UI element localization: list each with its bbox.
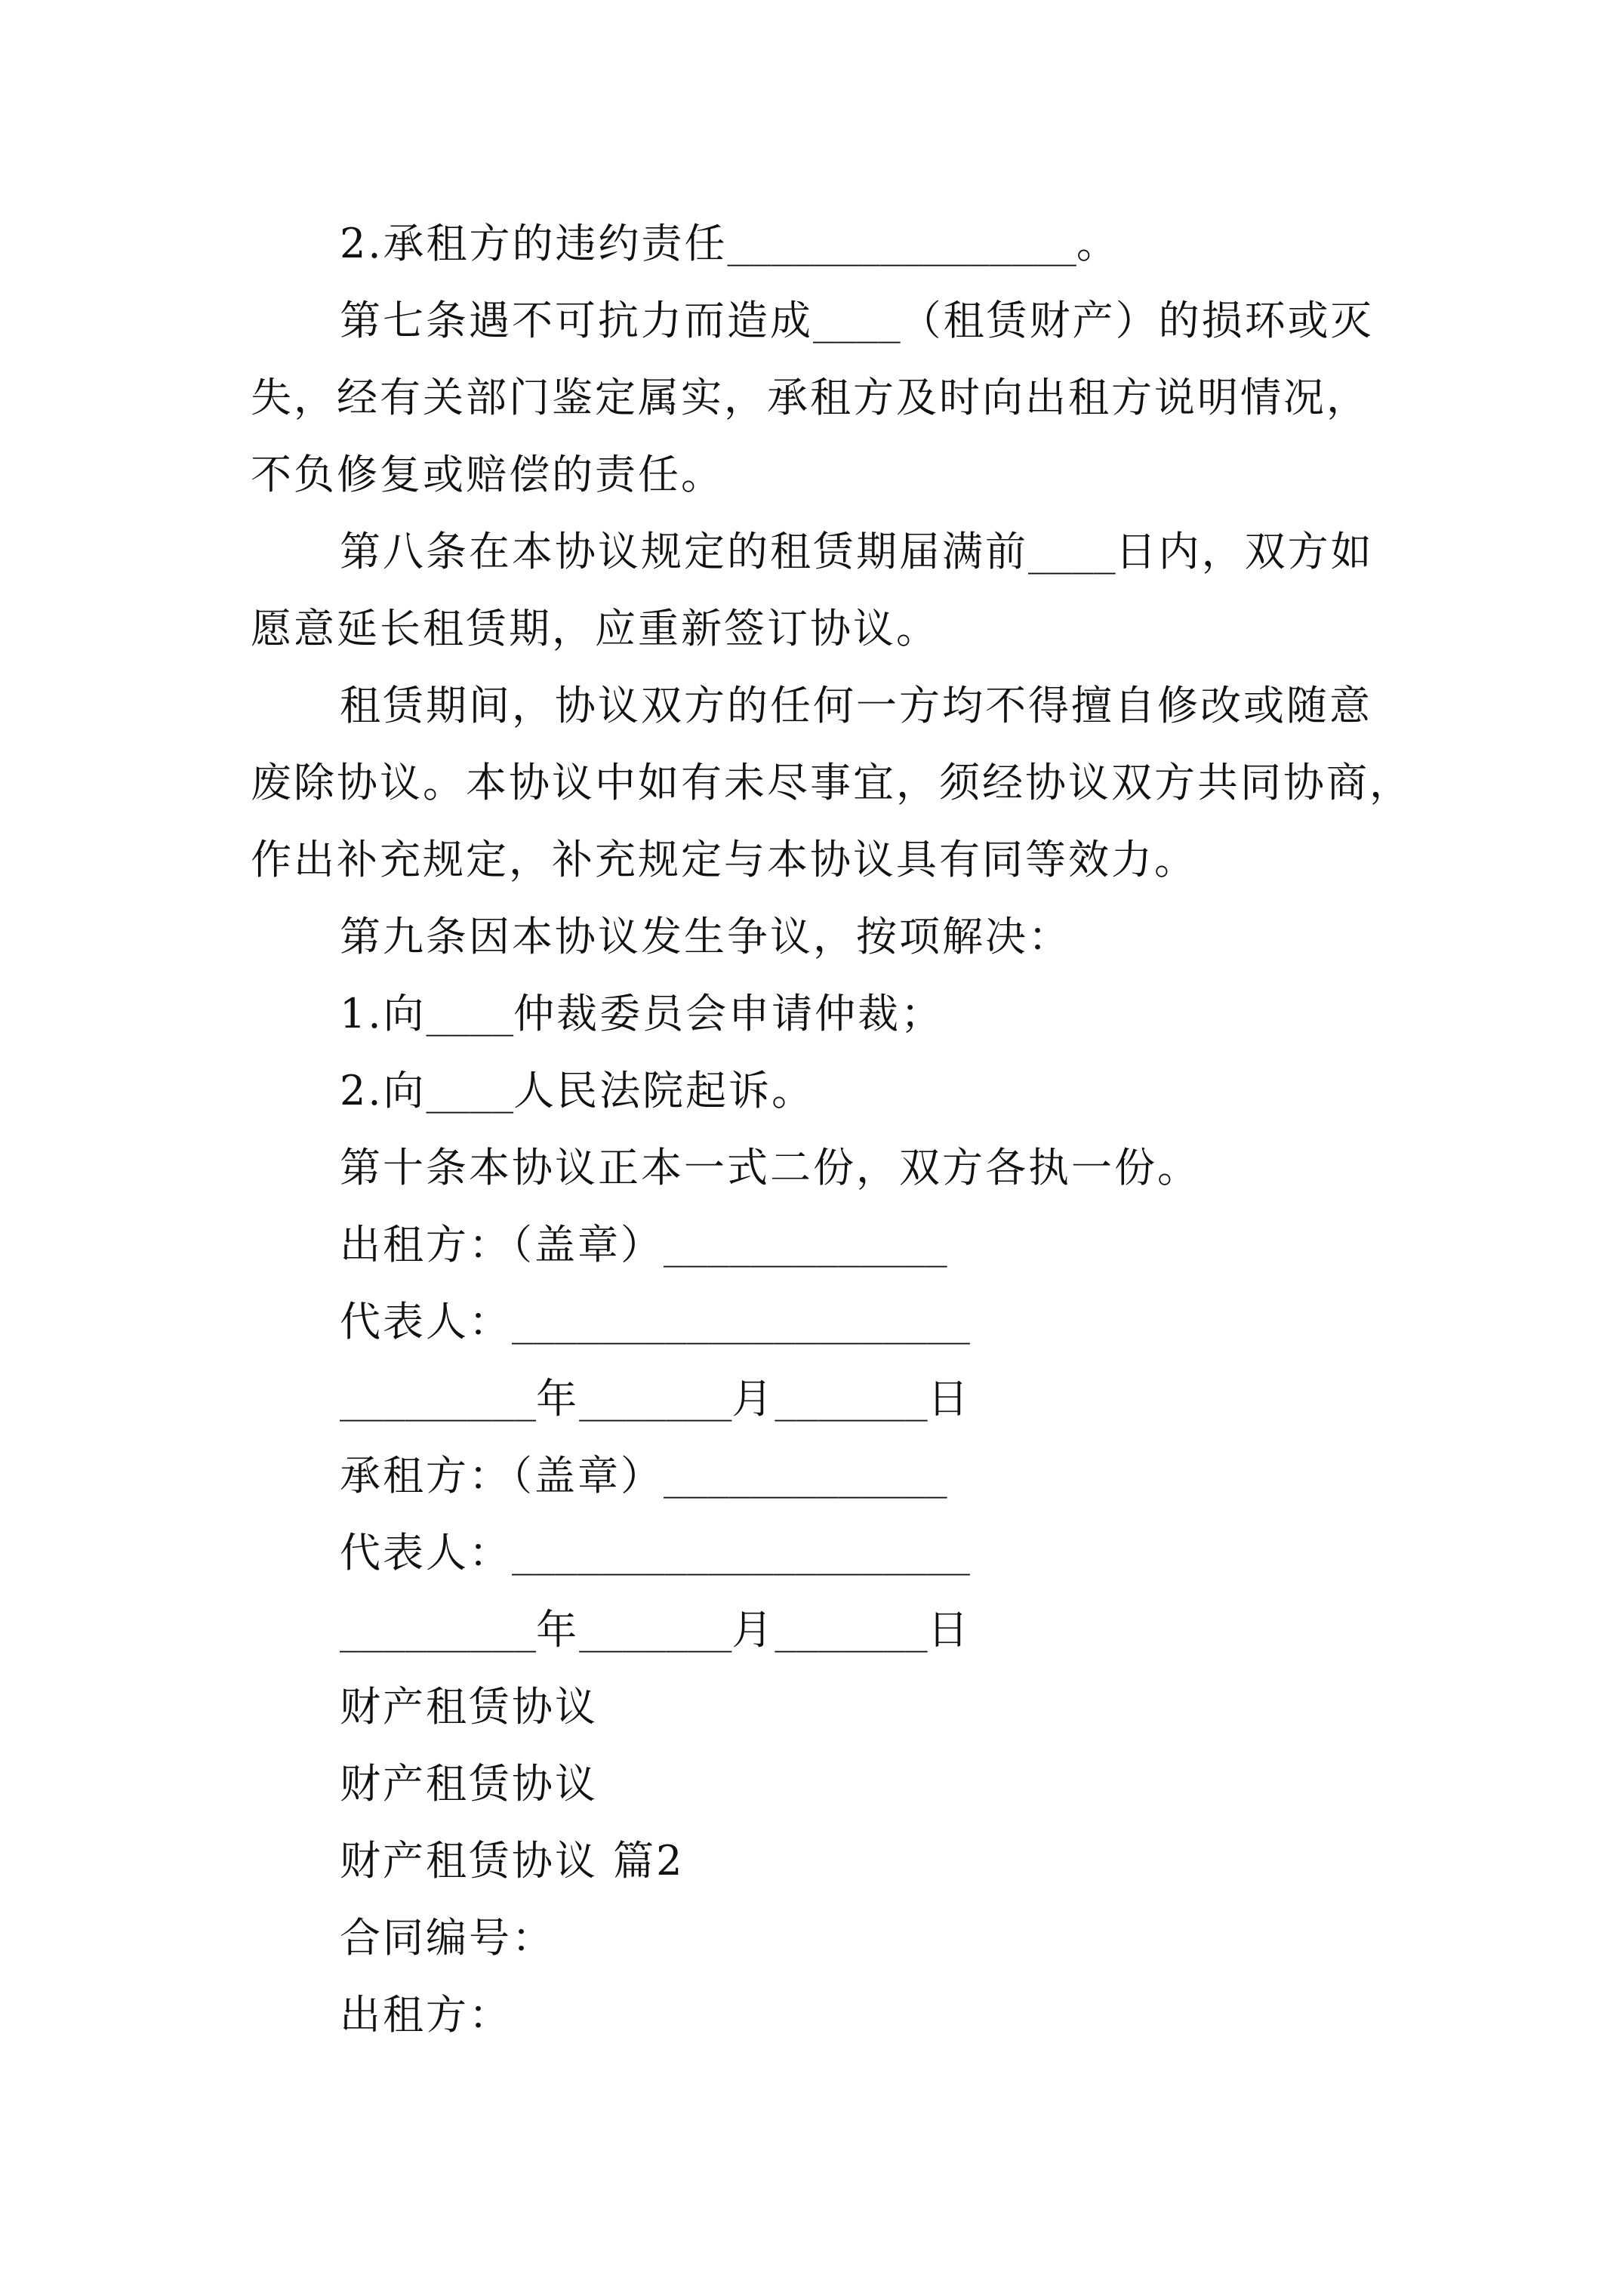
clause-text: 2.向	[340, 1067, 427, 1114]
year-label: 年	[536, 1606, 580, 1653]
signature-label: 代表人：	[340, 1298, 512, 1345]
fill-in-blank: _____________________	[512, 1302, 970, 1345]
fill-in-blank: ____	[426, 994, 514, 1037]
clause-text: 愿意延长租赁期，应重新签订协议。	[251, 605, 939, 652]
clause-text: （租赁财产）的损环或灭	[900, 297, 1374, 344]
section-heading: 财产租赁协议 篇2	[340, 1837, 685, 1885]
day-label: 日	[927, 1375, 971, 1422]
force-majeure-clause-line-1	[0, 282, 1623, 359]
fill-in-blank: _____________________	[512, 1533, 970, 1576]
clause-text: 第八条在本协议规定的租赁期届满前	[340, 528, 1028, 575]
lessor-date-line	[0, 1361, 1623, 1438]
clause-text: 作出补充规定，补充规定与本协议具有同等效力。	[251, 836, 1197, 883]
renewal-clause-line-1	[0, 513, 1623, 590]
clause-text: 1.向	[340, 990, 427, 1037]
day-blank: _______	[775, 1610, 928, 1653]
lessor-representative-line	[0, 1284, 1623, 1361]
clause-text: 租赁期间，协议双方的任何一方均不得擅自修改或随意	[340, 682, 1372, 729]
fill-in-blank: _____________	[664, 1456, 947, 1499]
fill-in-blank: ________________	[727, 224, 1076, 267]
amendment-clause-line-3	[0, 821, 1623, 898]
signature-label: 承租方：（盖章）	[340, 1452, 664, 1499]
clause-text: 2.承租方的违约责任	[340, 220, 728, 267]
fill-in-blank: _____________	[664, 1225, 947, 1268]
amendment-clause-line-1	[0, 667, 1623, 744]
clause-text: 废除协议。本协议中如有未尽事宜，须经协议双方共同协商，	[251, 759, 1412, 806]
lessee-representative-line	[0, 1515, 1623, 1592]
fill-in-blank: ____	[1028, 532, 1116, 575]
lessor-seal-line	[0, 1207, 1623, 1284]
clause-text: 第十条本协议正本一式二份，双方各执一份。	[340, 1144, 1200, 1191]
force-majeure-clause-line-3	[0, 436, 1623, 513]
document-body	[0, 205, 1623, 2054]
year-blank: _________	[340, 1379, 537, 1422]
contract-title: 财产租赁协议	[340, 1760, 598, 1808]
contract-title-line	[0, 1746, 1623, 1823]
section-heading-line	[0, 1823, 1623, 1900]
clause-text: 失，经有关部门鉴定属实，承租方及时向出租方说明情况，	[251, 374, 1369, 421]
contract-title-line	[0, 1669, 1623, 1746]
clause-text: 。	[1076, 220, 1119, 267]
amendment-clause-line-2	[0, 744, 1623, 821]
day-label: 日	[927, 1606, 971, 1653]
month-label: 月	[731, 1375, 775, 1422]
clause-text: 人民法院起诉。	[513, 1067, 815, 1114]
renewal-clause-line-2	[0, 590, 1623, 667]
clause-text: 第七条遇不可抗力而造成	[340, 297, 813, 344]
lessor-line	[0, 1977, 1623, 2054]
arbitration-option	[0, 975, 1623, 1052]
lessee-breach-liability-line	[0, 205, 1623, 282]
force-majeure-clause-line-2	[0, 359, 1623, 436]
year-blank: _________	[340, 1610, 537, 1653]
day-blank: _______	[775, 1379, 928, 1422]
clause-text: 第九条因本协议发生争议，按项解决：	[340, 913, 1071, 960]
clause-text: 不负修复或赔偿的责任。	[251, 451, 724, 498]
contract-title: 财产租赁协议	[340, 1683, 598, 1730]
signature-label: 代表人：	[340, 1529, 512, 1576]
year-label: 年	[536, 1375, 580, 1422]
contract-number-label: 合同编号：	[340, 1914, 555, 1962]
fill-in-blank: ____	[426, 1071, 514, 1114]
clause-text: 仲裁委员会申请仲裁；	[513, 990, 944, 1037]
dispute-resolution-clause	[0, 898, 1623, 975]
month-blank: _______	[579, 1379, 732, 1422]
lessor-label: 出租方：	[340, 1991, 512, 2039]
lessee-date-line	[0, 1592, 1623, 1669]
contract-number-line	[0, 1900, 1623, 1977]
lessee-seal-line	[0, 1438, 1623, 1515]
copies-clause	[0, 1130, 1623, 1207]
month-blank: _______	[579, 1610, 732, 1653]
signature-label: 出租方：（盖章）	[340, 1221, 664, 1268]
fill-in-blank: ____	[813, 301, 901, 344]
month-label: 月	[731, 1606, 775, 1653]
litigation-option	[0, 1052, 1623, 1130]
clause-text: 日内，双方如	[1115, 528, 1374, 575]
